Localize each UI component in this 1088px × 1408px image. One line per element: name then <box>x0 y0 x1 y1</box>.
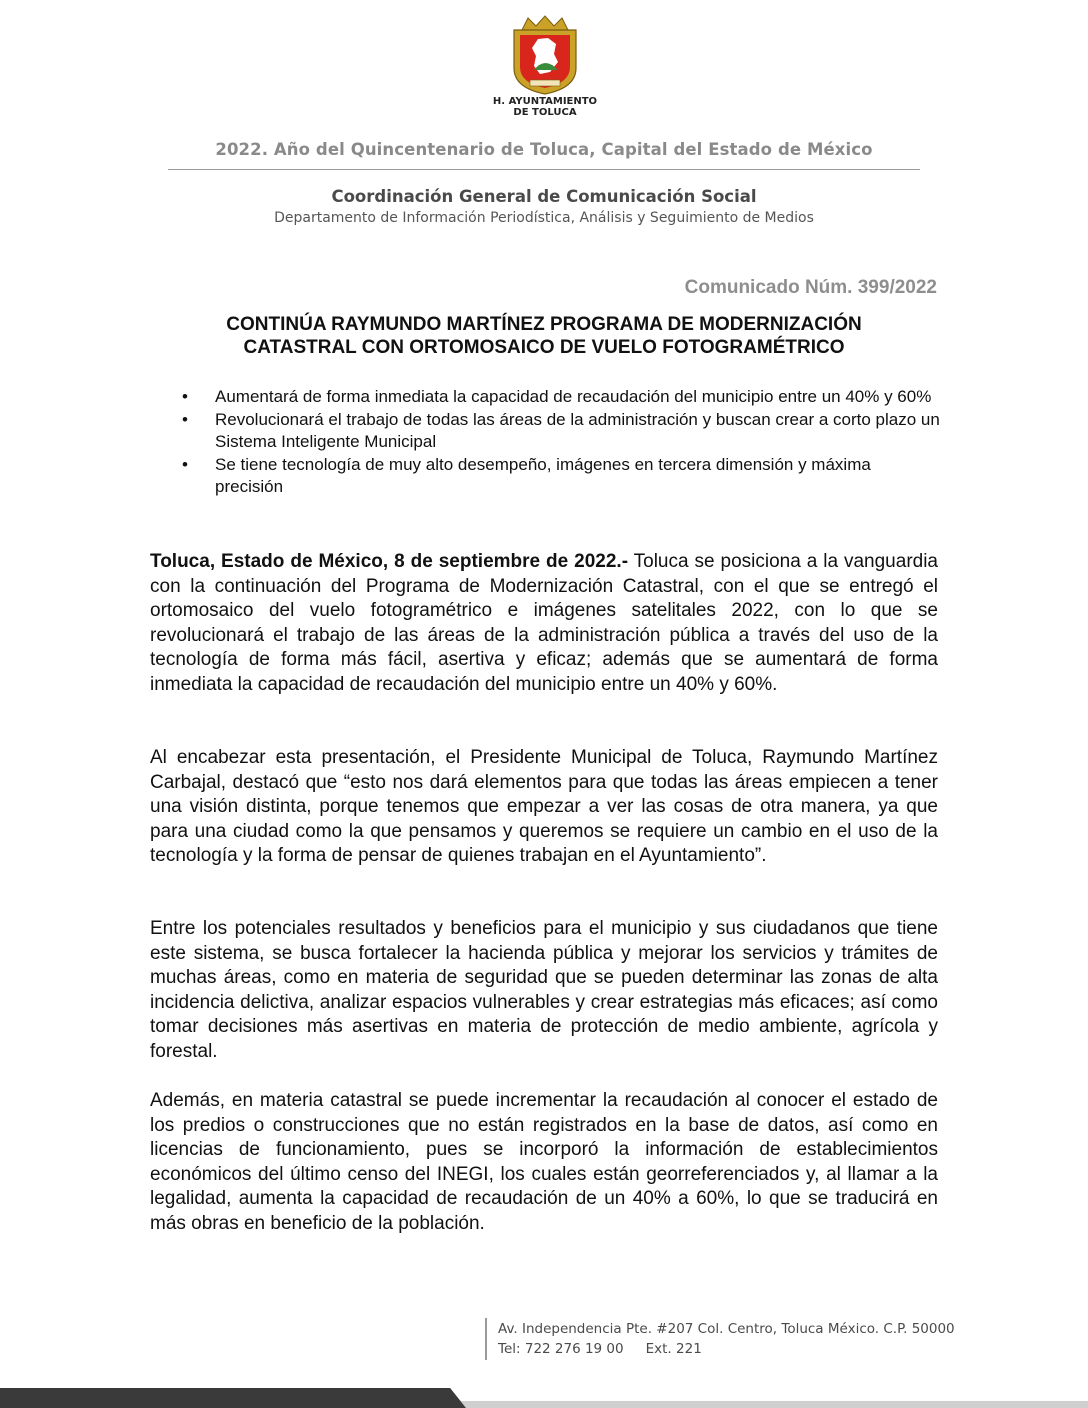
header-divider <box>168 169 920 170</box>
department-subtitle: Departamento de Información Periodística, Análisis y Seguimiento de Medios <box>274 210 814 226</box>
paragraph-2: Al encabezar esta presentación, el Presidente Municipal de Toluca, Raymundo Martínez Carbajal, destacó que “esto nos dará elementos para que todas las áreas empiecen a tener una visión distinta, porque tenemos que empezar a ver las cosas de otra manera, ya que para una ciudad como la que pensamos y queremos se requiere un cambio en el uso de la tecnología y la forma de pensar de quienes trabajan en el Ayuntamiento”. <box>150 747 938 867</box>
paragraph-1 <box>150 550 938 698</box>
headline-line1: CONTINÚA RAYMUNDO MARTÍNEZ PROGRAMA DE MODERNIZACIÓN <box>226 314 862 335</box>
logo-caption <box>470 96 620 118</box>
headline <box>150 313 938 359</box>
bullet-item <box>150 386 940 409</box>
dateline: Toluca, Estado de México, 8 de septiembre de 2022.- <box>150 551 629 572</box>
year-motto: 2022. Año del Quincentenario de Toluca, Capital del Estado de México <box>215 140 873 159</box>
paragraph-4: Además, en materia catastral se puede incrementar la recaudación al conocer el estado de los predios o construcciones que no están registrados en la base de datos, así como en licencias de funcionamiento, pues se incorporó la información de establecimientos económicos del último censo del INEGI, los cuales están georreferenciados y, al llamar a la legalidad, aumenta la capacidad de recaudación de un 40% a 60%, lo que se traducirá en más obras en beneficio de la población. <box>150 1090 938 1234</box>
bullet-icon: • <box>182 387 188 406</box>
footer-extension: Ext. 221 <box>645 1341 702 1357</box>
footer-divider <box>485 1318 487 1360</box>
bullet-item <box>150 454 940 499</box>
summary-bullets <box>150 386 940 499</box>
bullet-text: Revolucionará el trabajo de todas las áreas de la administración y buscan crear a corto plazo un Sistema Inteligente Municipal <box>215 409 940 451</box>
bullet-text: Se tiene tecnología de muy alto desempeño, imágenes en tercera dimensión y máxima precisión <box>215 454 871 496</box>
paragraph-3: Entre los potenciales resultados y beneficios para el municipio y sus ciudadanos que tiene este sistema, se busca fortalecer la hacienda pública y mejorar los servicios y trámites de muchas áreas, como en materia de seguridad que se pueden determinar las zonas de alta incidencia delictiva, analizar espacios vulnerables y crear estrategias más eficaces; así como tomar decisiones más asertivas en materia de protección de medio ambiente, agrícola y forestal. <box>150 918 938 1062</box>
bullet-icon: • <box>182 409 188 429</box>
release-number: Comunicado Núm. 399/2022 <box>684 277 937 298</box>
coat-of-arms-icon <box>500 14 590 96</box>
logo-caption-line2: DE TOLUCA <box>513 107 577 118</box>
bullet-item <box>150 409 940 454</box>
logo-caption-line1: H. AYUNTAMIENTO <box>492 96 598 107</box>
bottom-decorative-stripe <box>0 1388 1088 1408</box>
bullet-text: Aumentará de forma inmediata la capacidad de recaudación del municipio entre un 40% y 60% <box>215 387 932 406</box>
footer-phone-line <box>498 1341 702 1357</box>
paragraph-1-text: Toluca se posiciona a la vanguardia con la continuación del Programa de Modernización Catastral, con el que se entregó el ortomosaico del vuelo fotogramétrico e imágenes satelitales 2022, con lo que se revolucionará el trabajo de las áreas de la administración pública a través del uso de la tecnología de forma más fácil, asertiva y eficaz; además que se aumentará de forma inmediata la capacidad de recaudación del municipio entre un 40% y 60%. <box>150 551 938 695</box>
department-title: Coordinación General de Comunicación Social <box>331 187 757 206</box>
headline-line2: CATASTRAL CON ORTOMOSAICO DE VUELO FOTOGRAMÉTRICO <box>243 337 845 358</box>
footer-phone: Tel: 722 276 19 00 <box>498 1341 624 1357</box>
bullet-icon: • <box>182 454 188 474</box>
footer-address: Av. Independencia Pte. #207 Col. Centro, Toluca México. C.P. 50000 <box>498 1321 955 1337</box>
